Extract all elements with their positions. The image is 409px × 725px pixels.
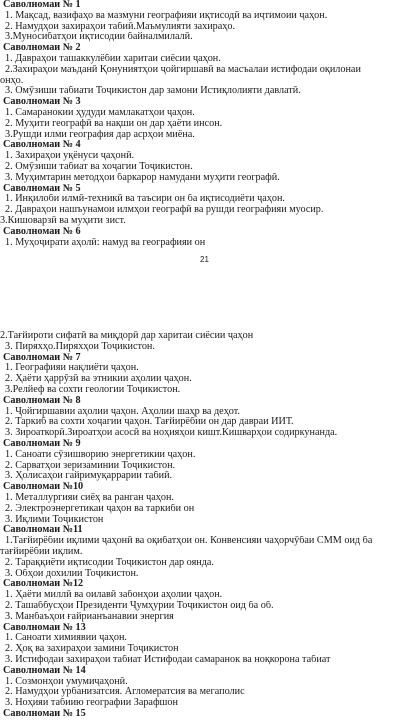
question-set-heading: Саволномаи № 6 (3, 226, 81, 237)
question-line: 2. Тараққиёти иқтисодии Тоҷикистон дар оянда. (5, 557, 214, 568)
question-line: 1. Давраҳои ташаккулёбии харитаи сиёсии ҷаҳон. (5, 53, 221, 64)
question-line: 3.Релйеф ва сохти геологии Тоҷикистон. (5, 384, 181, 395)
question-line: 3.Рушди илми география дар асрҳои миёна. (5, 129, 195, 140)
question-line: 1. Захираҳои уқёнуси ҷаҳонӣ. (5, 151, 135, 162)
question-line: 1. Ҳаёти миллӣ ва оилавӣ забонҳои аҳолии ҷаҳон. (5, 590, 223, 601)
question-set-heading: Саволномаи № 14 (3, 665, 86, 676)
question-line: 2. Таркиб ва сохти хоҷагии ҷаҳон. Тағйирёбии он дар давраи ИИТ. (5, 417, 294, 428)
question-set-heading: Саволномаи № 1 (3, 0, 81, 10)
question-line: 2. Ҳоқ ва захираҳои замини Тоҷикистон (5, 644, 179, 655)
question-line: 1. Географияи нақлиёти ҷаҳон. (5, 363, 139, 374)
question-line: 2. Омӯзиши табиат ва хоҷагии Тоҷикистон. (5, 161, 193, 172)
question-line: 2. Электроэнергетикаи ҷаҳон ва таркиби он (5, 503, 195, 514)
page-number: 21 (200, 255, 209, 264)
question-set-heading: Саволномаи № 4 (3, 140, 81, 151)
question-line: онҳо. (0, 75, 24, 86)
question-set-heading: Саволномаи № 3 (3, 97, 81, 108)
question-set-heading: Саволномаи №11 (3, 525, 83, 536)
question-line: 3. Манбаъҳои ғайрианъанавии энергия (5, 611, 174, 622)
question-line: 2. Ҳаёти ҳаррӯзӣ ва этникии аҳолии ҷаҳон. (5, 374, 192, 385)
question-line: 3. Ҳолисаҳои гайримуқаррарии табиӣ. (5, 471, 173, 482)
question-set-heading: Саволномаи № 15 (3, 708, 86, 719)
question-set-heading: Саволномаи №10 (3, 482, 84, 493)
question-line: 1. Самаранокии ҳудуди мамлакатҳои ҷаҳон. (5, 107, 195, 118)
question-line: 3. Истифодаи захираҳои табиат Истифодаи самаранок ва ноқкорона табиат (5, 654, 331, 665)
question-line: 3. Зироаткорӣ.Зироатҳои асосӣ ва ноҳияҳои кишт.Кишварҳои содиркунанда. (5, 428, 338, 439)
question-set-heading: Саволномаи № 9 (3, 438, 81, 449)
question-set-heading: Саволномаи № 8 (3, 395, 81, 406)
question-line: 2. Намудҳои урбанизатсия. Агломератсия ва мегаполис (5, 687, 245, 698)
question-line: 2.Захираҳои маъданӣ Қонуниятҳои ҷойгиршавӣ ва масъалаи истифодаи оқилонаи (5, 64, 361, 75)
question-line: 2. Ташаббусҳои Президенти Ҷумҳурии Тоҷикистон оид ба об. (5, 600, 274, 611)
question-line: 1.Тағйирёбии иқлими ҷаҳонӣ ва оқибатҳои он. Конвенсияи чаҳорчӯбаи СММ оид ба (5, 536, 373, 547)
question-line: 2. Намудҳои захираҳои табиӣ.Маъмулияти захираҳо. (5, 21, 236, 32)
question-line: 1. Саноати химиявии ҷаҳон. (5, 633, 127, 644)
question-set-heading: Саволномаи №12 (3, 579, 84, 590)
question-line: 2. Сарватҳои зеризаминии Тоҷикистон. (5, 460, 176, 471)
page-bottom (0, 331, 409, 720)
question-line: 2. Давраҳои нашъунамои илмҳои географӣ ва рушди географияи муосир. (5, 205, 324, 216)
question-line: 2. Муҳити географӣ ва нақши он дар ҳаёти инсон. (5, 118, 223, 129)
question-line: 3. Ноҳияи табиию географии Зарафшон (5, 698, 178, 709)
question-line: 3. Пиряхҳо.Пиряхҳои Тоҷикистон. (5, 341, 155, 352)
question-line: 3.Муносибатҳои иқтисодии байналмилалӣ. (5, 32, 193, 43)
question-line: 1. Саноати сӯзишворию энергетикии ҷаҳон. (5, 449, 196, 460)
question-line: 1. Мақсад, вазифаҳо ва мазмуни географияи иқтисодӣ ва иҷтимоии ҷаҳон. (5, 10, 328, 21)
question-line: 1. Металлургияи сиёҳ ва ранган ҷаҳон. (5, 492, 174, 503)
question-line: 3. Обҳои дохилии Тоҷикистон. (5, 568, 139, 579)
question-line: 3. Иқлими Тоҷикистон (5, 514, 104, 525)
question-set-heading: Саволномаи № 13 (3, 622, 86, 633)
question-set-heading: Саволномаи № 5 (3, 183, 81, 194)
question-line: 1. Инқилоби илмӣ-техникӣ ва таъсири он ба иқтисодиёти ҷаҳон. (5, 194, 285, 205)
question-line: 1. Муҳоҷирати аҳолӣ: намуд ва географияи он (5, 237, 206, 248)
page-top (0, 0, 409, 248)
question-line: 1. Созмонҳои умумиҷаҳонӣ. (5, 676, 128, 687)
question-line: 2.Тағйироти сифатӣ ва миқдорӣ дар харитаи сиёсии ҷаҳон (0, 331, 254, 341)
question-line: 3.Кишоварзӣ ва муҳити зист. (0, 215, 126, 226)
question-line: тағйирёбии иқлим. (0, 546, 83, 557)
question-set-heading: Саволномаи № 2 (3, 43, 81, 54)
question-line: 3. Муҳимтарин методҳои баркарор намудани муҳити географӣ. (5, 172, 280, 183)
question-set-heading: Саволномаи № 7 (3, 352, 81, 363)
question-line: 1. Ҷойгиршавии аҳолии ҷаҳон. Аҳолии шаҳр ва деҳот. (5, 406, 240, 417)
question-line: 3. Омӯзиши табиати Тоҷикистон дар замони Истиқлолияти давлатӣ. (5, 86, 301, 97)
